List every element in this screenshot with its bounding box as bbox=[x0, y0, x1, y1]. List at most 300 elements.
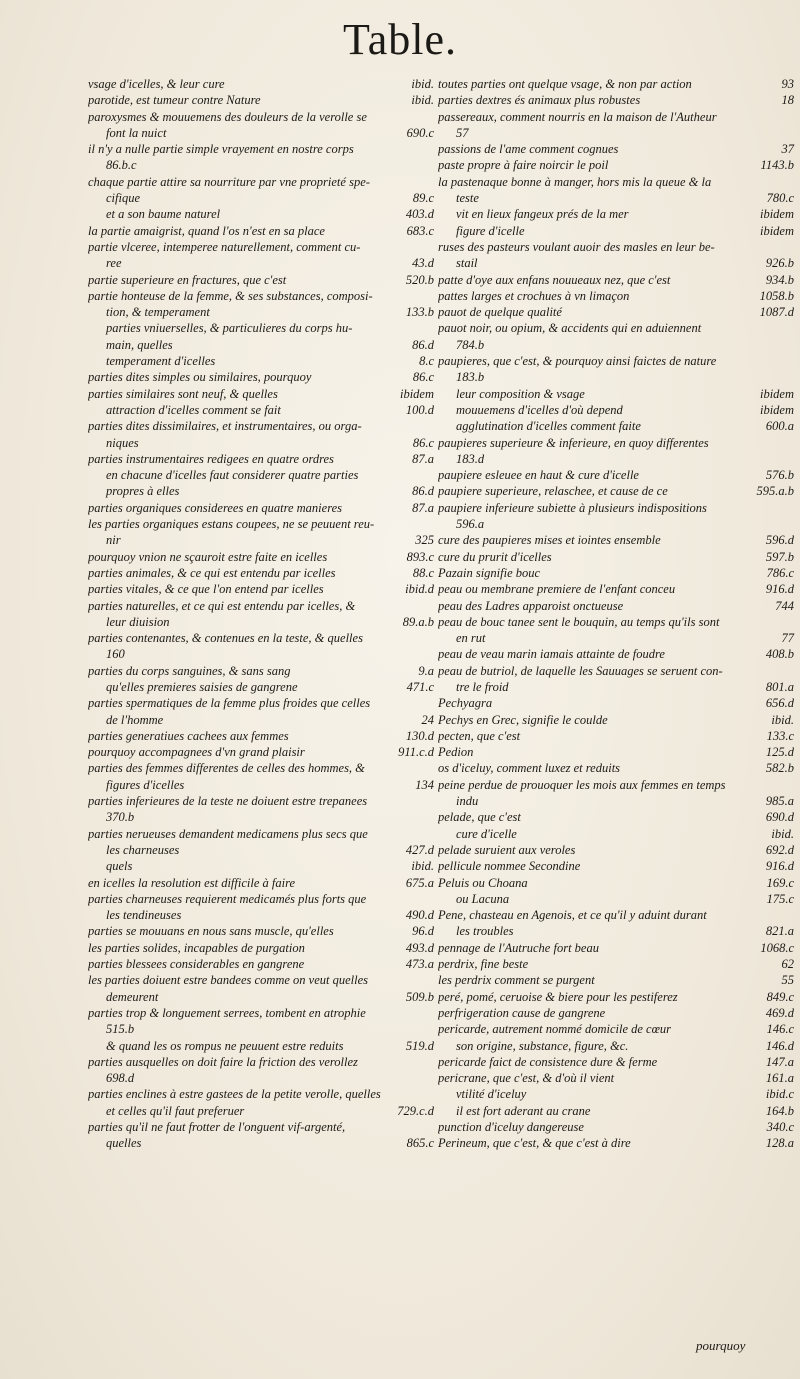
index-entry bbox=[438, 451, 794, 467]
entry-page-ref: 62 bbox=[781, 957, 794, 972]
entry-text: parties contenantes, & contenues en la teste, & quelles bbox=[88, 631, 363, 646]
entry-page-ref bbox=[788, 337, 794, 353]
index-entry bbox=[88, 467, 434, 483]
entry-text: parties se mouuans en nous sans muscle, qu'elles bbox=[88, 924, 334, 939]
entry-text: quelles bbox=[106, 1136, 142, 1151]
index-entry bbox=[438, 712, 794, 728]
index-entry bbox=[438, 190, 794, 206]
index-entry bbox=[438, 402, 794, 418]
entry-page-ref: 1068.c bbox=[760, 940, 794, 955]
index-entry bbox=[88, 125, 434, 141]
entry-text: 784.b bbox=[456, 337, 485, 352]
entry-text: main, quelles bbox=[106, 337, 173, 352]
index-entry bbox=[88, 369, 434, 385]
index-entry bbox=[438, 1005, 794, 1021]
index-entry bbox=[438, 386, 794, 402]
entry-text: partie superieure en fractures, que c'est bbox=[88, 272, 287, 287]
entry-text: paste propre à faire noircir le poil bbox=[438, 158, 609, 173]
entry-page-ref bbox=[788, 777, 794, 793]
entry-page-ref: 1143.b bbox=[760, 158, 794, 173]
index-entry bbox=[438, 679, 794, 695]
index-entry bbox=[438, 972, 794, 988]
index-entry bbox=[88, 875, 434, 891]
entry-text: parties spermatiques de la femme plus froides que celles bbox=[88, 696, 371, 711]
entry-page-ref bbox=[788, 451, 794, 467]
entry-page-ref bbox=[788, 125, 794, 141]
entry-page-ref: 408.b bbox=[765, 647, 794, 662]
index-entry bbox=[88, 1021, 434, 1037]
entry-page-ref bbox=[428, 1070, 434, 1086]
index-entry bbox=[438, 565, 794, 581]
entry-text: vtilité d'iceluy bbox=[456, 1087, 527, 1102]
entry-text: paupiere superieure, relaschee, et cause de ce bbox=[438, 484, 668, 499]
index-entry bbox=[88, 272, 434, 288]
entry-page-ref bbox=[428, 760, 434, 776]
entry-page-ref: 93 bbox=[781, 77, 794, 91]
entry-page-ref bbox=[788, 663, 794, 679]
entry-page-ref: 125.d bbox=[765, 745, 794, 760]
entry-text: pennage de l'Autruche fort beau bbox=[438, 940, 599, 955]
entry-page-ref bbox=[428, 646, 434, 662]
entry-text: parties similaires sont neuf, & quelles bbox=[88, 386, 278, 401]
entry-text: peau de veau marin iamais attainte de foudre bbox=[438, 647, 665, 662]
index-entry bbox=[88, 109, 434, 125]
index-entry bbox=[438, 223, 794, 239]
index-entry bbox=[438, 304, 794, 320]
catchword: pourquoy bbox=[696, 1338, 746, 1353]
entry-text: ree bbox=[106, 256, 122, 271]
entry-text: pourquoy vnion ne sçauroit estre faite en icelles bbox=[88, 549, 328, 564]
entry-text: Pene, chasteau en Agenois, et ce qu'il y aduint durant bbox=[438, 908, 707, 923]
entry-text: patte d'oye aux enfans nouueaux nez, que c'est bbox=[438, 272, 671, 287]
entry-page-ref: 729.c.d bbox=[397, 1103, 434, 1118]
right-column bbox=[438, 76, 794, 1152]
index-entry bbox=[88, 956, 434, 972]
entry-text: attraction d'icelles comment se fait bbox=[106, 402, 281, 417]
index-entry bbox=[88, 206, 434, 222]
entry-text: parties naturelles, et ce qui est entendu par icelles, & bbox=[88, 598, 356, 613]
index-entry bbox=[438, 157, 794, 173]
entry-text: paupiere inferieure subiette à plusieurs indispositions bbox=[438, 500, 707, 515]
entry-page-ref bbox=[428, 891, 434, 907]
index-entry bbox=[88, 1086, 434, 1102]
index-entry bbox=[438, 369, 794, 385]
index-entry bbox=[438, 581, 794, 597]
index-entry bbox=[88, 190, 434, 206]
entry-text: passereaux, comment nourris en la maison de l'Autheur bbox=[438, 109, 717, 124]
entry-page-ref: ibid. bbox=[771, 712, 794, 727]
index-entry bbox=[438, 1135, 794, 1151]
index-entry bbox=[438, 288, 794, 304]
entry-page-ref bbox=[788, 516, 794, 532]
entry-text: agglutination d'icelles comment faite bbox=[456, 419, 641, 434]
entry-text: vsage d'icelles, & leur cure bbox=[88, 77, 225, 91]
left-column bbox=[88, 76, 434, 1152]
entry-text: qu'elles premieres saisies de gangrene bbox=[106, 679, 298, 694]
entry-text: les tendineuses bbox=[106, 908, 182, 923]
entry-text: il n'y a nulle partie simple vrayement en nostre corps bbox=[88, 142, 354, 157]
index-entry bbox=[88, 826, 434, 842]
entry-text: cure des paupieres mises et iointes ensemble bbox=[438, 533, 661, 548]
entry-page-ref: 469.d bbox=[765, 1005, 794, 1020]
entry-text: nir bbox=[106, 533, 121, 548]
entry-page-ref: 595.a.b bbox=[756, 484, 794, 499]
entry-text: temperament d'icelles bbox=[106, 354, 216, 369]
entry-page-ref: 690.c bbox=[406, 125, 434, 140]
entry-page-ref: 786.c bbox=[766, 565, 794, 580]
entry-text: punction d'iceluy dangereuse bbox=[438, 1120, 584, 1134]
entry-text: peré, pomé, ceruoise & biere pour les pestiferez bbox=[438, 989, 678, 1004]
entry-page-ref: 600.a bbox=[765, 419, 794, 434]
index-entry bbox=[88, 858, 434, 874]
entry-page-ref bbox=[428, 972, 434, 988]
index-entry bbox=[88, 614, 434, 630]
entry-page-ref: 86.d bbox=[412, 484, 434, 499]
index-entry bbox=[88, 891, 434, 907]
index-entry bbox=[88, 223, 434, 239]
entry-text: demeurent bbox=[106, 989, 159, 1004]
entry-text: tre le froid bbox=[456, 679, 509, 694]
index-entry bbox=[438, 1103, 794, 1119]
entry-page-ref: 89.a.b bbox=[402, 614, 434, 629]
entry-text: figures d'icelles bbox=[106, 777, 185, 792]
entry-text: cure d'icelle bbox=[456, 826, 517, 841]
entry-page-ref bbox=[428, 809, 434, 825]
entry-page-ref: 926.b bbox=[765, 256, 794, 271]
entry-page-ref: ibid. bbox=[411, 77, 434, 91]
entry-text: pericarde faict de consistence dure & ferme bbox=[438, 1054, 658, 1069]
index-entry bbox=[438, 109, 794, 125]
entry-text: peau ou membrane premiere de l'enfant conceu bbox=[438, 582, 676, 597]
index-entry bbox=[88, 777, 434, 793]
entry-text: parties instrumentaires redigees en quatre ordres bbox=[88, 451, 334, 466]
entry-page-ref bbox=[428, 239, 434, 255]
entry-text: les parties doiuent estre bandees comme on veut quelles bbox=[88, 973, 369, 988]
entry-text: parties blessees considerables en gangrene bbox=[88, 957, 305, 972]
index-entry bbox=[88, 500, 434, 516]
entry-page-ref: 325 bbox=[415, 533, 434, 548]
index-entry bbox=[88, 288, 434, 304]
index-entry bbox=[438, 353, 794, 369]
entry-page-ref: 576.b bbox=[765, 468, 794, 483]
index-entry bbox=[438, 1021, 794, 1037]
index-entry bbox=[438, 728, 794, 744]
index-entry bbox=[438, 76, 794, 92]
entry-text: Pechys en Grec, signifie le coulde bbox=[438, 712, 608, 727]
index-entry bbox=[438, 516, 794, 532]
entry-page-ref: 916.d bbox=[765, 582, 794, 597]
entry-page-ref bbox=[428, 174, 434, 190]
entry-page-ref: 1058.b bbox=[759, 288, 794, 303]
entry-text: Pechyagra bbox=[438, 696, 493, 711]
entry-text: parties dites dissimilaires, et instrumentaires, ou orga- bbox=[88, 419, 362, 434]
index-entry bbox=[88, 793, 434, 809]
index-entry bbox=[438, 760, 794, 776]
entry-text: il est fort aderant au crane bbox=[456, 1103, 591, 1118]
entry-text: leur composition & vsage bbox=[456, 386, 585, 401]
entry-text: les charneuses bbox=[106, 842, 180, 857]
entry-text: parties trop & longuement serrees, tombent en atrophie bbox=[88, 1005, 366, 1020]
entry-text: tion, & temperament bbox=[106, 305, 210, 320]
entry-text: quels bbox=[106, 859, 133, 874]
entry-text: les troubles bbox=[456, 924, 514, 939]
entry-page-ref bbox=[428, 1086, 434, 1102]
entry-page-ref bbox=[428, 598, 434, 614]
entry-text: pericrane, que c'est, & d'où il vient bbox=[438, 1071, 615, 1086]
index-entry bbox=[88, 353, 434, 369]
entry-page-ref bbox=[428, 793, 434, 809]
entry-page-ref bbox=[428, 157, 434, 173]
entry-text: son origine, substance, figure, &c. bbox=[456, 1038, 629, 1053]
entry-page-ref: 493.d bbox=[405, 940, 434, 955]
entry-text: 160 bbox=[106, 647, 125, 662]
entry-text: propres à elles bbox=[106, 484, 180, 499]
index-entry bbox=[438, 695, 794, 711]
entry-text: en chacune d'icelles faut considerer quatre parties bbox=[106, 468, 359, 483]
entry-page-ref: 865.c bbox=[406, 1136, 434, 1151]
index-entry bbox=[88, 565, 434, 581]
index-entry bbox=[88, 581, 434, 597]
index-entry bbox=[88, 989, 434, 1005]
index-entry bbox=[88, 532, 434, 548]
entry-page-ref: 37 bbox=[781, 142, 794, 157]
entry-page-ref: 77 bbox=[781, 631, 794, 646]
entry-text: peau de butriol, de laquelle les Sauuages se seruent con- bbox=[438, 663, 723, 678]
entry-text: niques bbox=[106, 435, 139, 450]
index-entry bbox=[438, 239, 794, 255]
index-entry bbox=[438, 875, 794, 891]
entry-page-ref: 692.d bbox=[765, 842, 794, 857]
entry-text: pattes larges et crochues à vn limaçon bbox=[438, 288, 630, 303]
index-entry bbox=[88, 1038, 434, 1054]
entry-text: en icelles la resolution est difficile à faire bbox=[88, 875, 296, 890]
entry-page-ref bbox=[788, 109, 794, 125]
index-entry bbox=[438, 418, 794, 434]
entry-text: & quand les os rompus ne peuuent estre reduits bbox=[106, 1038, 344, 1053]
entry-page-ref: 55 bbox=[781, 973, 794, 988]
entry-text: ruses des pasteurs voulant auoir des masles en leur be- bbox=[438, 239, 715, 254]
entry-text: 698.d bbox=[106, 1071, 135, 1086]
index-entry bbox=[88, 435, 434, 451]
index-entry bbox=[88, 972, 434, 988]
entry-page-ref bbox=[428, 826, 434, 842]
entry-page-ref: 100.d bbox=[405, 402, 434, 417]
index-entry bbox=[88, 141, 434, 157]
entry-text: 183.b bbox=[456, 370, 485, 385]
entry-text: 57 bbox=[456, 125, 469, 140]
entry-text: parties animales, & ce qui est entendu par icelles bbox=[88, 565, 336, 580]
index-entry bbox=[438, 923, 794, 939]
entry-text: parties inferieures de la teste ne doiuent estre trepanees bbox=[88, 794, 368, 809]
index-entry bbox=[88, 174, 434, 190]
index-entry bbox=[88, 483, 434, 499]
index-entry bbox=[438, 435, 794, 451]
entry-text: parties organiques considerees en quatre manieres bbox=[88, 500, 343, 515]
index-entry bbox=[88, 239, 434, 255]
entry-text: ou Lacuna bbox=[456, 891, 510, 906]
entry-text: perfrigeration cause de gangrene bbox=[438, 1005, 606, 1020]
entry-text: os d'iceluy, comment luxez et reduits bbox=[438, 761, 621, 776]
entry-text: partie honteuse de la femme, & ses substances, composi- bbox=[88, 288, 373, 303]
entry-page-ref: 1087.d bbox=[759, 305, 794, 320]
index-entry bbox=[438, 989, 794, 1005]
entry-text: pecten, que c'est bbox=[438, 728, 521, 743]
entry-page-ref: 87.a bbox=[412, 451, 434, 466]
entry-page-ref bbox=[428, 1054, 434, 1070]
entry-page-ref: 86.c bbox=[412, 435, 434, 450]
entry-page-ref: 509.b bbox=[405, 989, 434, 1004]
index-entry bbox=[438, 1054, 794, 1070]
index-entry bbox=[438, 483, 794, 499]
entry-text: vit en lieux fangeux prés de la mer bbox=[456, 207, 629, 222]
entry-page-ref: ibidem bbox=[759, 223, 794, 238]
entry-page-ref: 490.d bbox=[405, 908, 434, 923]
index-entry bbox=[438, 141, 794, 157]
entry-page-ref: ibid.d bbox=[405, 582, 434, 597]
entry-page-ref: 18 bbox=[781, 93, 794, 108]
entry-text: parties qu'il ne faut frotter de l'onguent vif-argenté, bbox=[88, 1120, 346, 1134]
entry-page-ref: ibid. bbox=[411, 93, 434, 108]
entry-page-ref: 849.c bbox=[766, 989, 794, 1004]
entry-page-ref: 161.a bbox=[765, 1071, 794, 1086]
entry-page-ref bbox=[428, 288, 434, 304]
entry-text: parties du corps sanguines, & sans sang bbox=[88, 663, 291, 678]
index-entry bbox=[438, 842, 794, 858]
index-entry bbox=[88, 728, 434, 744]
entry-text: pericarde, autrement nommé domicile de cœur bbox=[438, 1022, 672, 1037]
entry-page-ref: 43.d bbox=[412, 256, 434, 271]
entry-text: peine perdue de prouoquer les mois aux femmes en temps bbox=[438, 777, 726, 792]
entry-text: parties vniuerselles, & particulieres du corps hu- bbox=[106, 321, 353, 336]
entry-page-ref: 9.a bbox=[418, 663, 434, 678]
entry-page-ref: 130.d bbox=[405, 728, 434, 743]
entry-page-ref: ibidem bbox=[759, 207, 794, 222]
index-entry bbox=[88, 712, 434, 728]
index-entry bbox=[88, 402, 434, 418]
index-entry bbox=[88, 516, 434, 532]
entry-page-ref bbox=[428, 1021, 434, 1037]
entry-page-ref: 801.a bbox=[765, 679, 794, 694]
index-entry bbox=[88, 1005, 434, 1021]
entry-text: stail bbox=[456, 256, 478, 271]
index-entry bbox=[88, 695, 434, 711]
entry-text: cifique bbox=[106, 191, 141, 206]
index-entry bbox=[88, 92, 434, 108]
entry-page-ref bbox=[428, 109, 434, 125]
entry-page-ref bbox=[788, 174, 794, 190]
index-entry bbox=[438, 255, 794, 271]
index-entry bbox=[438, 793, 794, 809]
entry-text: pelade suruient aux veroles bbox=[438, 842, 576, 857]
entry-text: figure d'icelle bbox=[456, 223, 525, 238]
entry-page-ref: 916.d bbox=[765, 859, 794, 874]
entry-page-ref: 893.c bbox=[406, 549, 434, 564]
entry-text: 183.d bbox=[456, 451, 485, 466]
index-entry bbox=[438, 337, 794, 353]
entry-page-ref: 471.c bbox=[406, 679, 434, 694]
entry-page-ref bbox=[428, 141, 434, 157]
index-entry bbox=[438, 858, 794, 874]
entry-page-ref: 96.d bbox=[412, 924, 434, 939]
index-entry bbox=[88, 1103, 434, 1119]
index-entry bbox=[88, 809, 434, 825]
index-entry bbox=[88, 923, 434, 939]
index-entry bbox=[438, 891, 794, 907]
entry-page-ref bbox=[428, 320, 434, 336]
index-entry bbox=[438, 598, 794, 614]
entry-page-ref bbox=[428, 516, 434, 532]
index-entry bbox=[88, 679, 434, 695]
entry-page-ref: 821.a bbox=[765, 924, 794, 939]
index-entry bbox=[438, 744, 794, 760]
entry-page-ref: 147.a bbox=[765, 1054, 794, 1069]
entry-page-ref: 8.c bbox=[419, 354, 434, 369]
entry-page-ref: 88.c bbox=[412, 565, 434, 580]
entry-text: parties generatiues cachees aux femmes bbox=[88, 728, 289, 743]
entry-page-ref: 582.b bbox=[765, 761, 794, 776]
entry-text: mouuemens d'icelles d'où depend bbox=[456, 402, 623, 417]
entry-text: parties charneuses requierent medicamés plus forts que bbox=[88, 891, 367, 906]
entry-page-ref: 87.a bbox=[412, 500, 434, 515]
entry-text: teste bbox=[456, 191, 479, 206]
entry-text: parties vitales, & ce que l'on entend par icelles bbox=[88, 582, 324, 597]
index-entry bbox=[88, 630, 434, 646]
entry-text: en rut bbox=[456, 631, 486, 646]
index-entry bbox=[88, 598, 434, 614]
entry-text: font la nuict bbox=[106, 125, 167, 140]
index-entry bbox=[438, 777, 794, 793]
entry-text: parties dextres és animaux plus robustes bbox=[438, 93, 641, 108]
entry-text: pauot de quelque qualité bbox=[438, 305, 562, 320]
index-entry bbox=[88, 320, 434, 336]
index-entry bbox=[88, 663, 434, 679]
entry-page-ref: ibidem bbox=[759, 386, 794, 401]
index-entry bbox=[438, 549, 794, 565]
index-entry bbox=[438, 1038, 794, 1054]
index-entry bbox=[438, 630, 794, 646]
index-entry bbox=[438, 467, 794, 483]
entry-page-ref: ibidem bbox=[399, 386, 434, 401]
entry-text: toutes parties ont quelque vsage, & non par action bbox=[438, 77, 692, 91]
entry-page-ref: 403.d bbox=[405, 207, 434, 222]
entry-page-ref bbox=[428, 695, 434, 711]
entry-text: parties nerueuses demandent medicamens plus secs que bbox=[88, 826, 368, 841]
index-entry bbox=[88, 842, 434, 858]
entry-page-ref: 597.b bbox=[765, 549, 794, 564]
entry-text: et celles qu'il faut preferuer bbox=[106, 1103, 245, 1118]
entry-page-ref bbox=[788, 435, 794, 451]
entry-page-ref: 780.c bbox=[766, 191, 794, 206]
entry-page-ref: 146.c bbox=[766, 1022, 794, 1037]
entry-text: pelade, que c'est bbox=[438, 810, 521, 825]
index-entry bbox=[88, 76, 434, 92]
entry-text: paupiere esleuee en haut & cure d'icelle bbox=[438, 468, 639, 483]
entry-text: pauot noir, ou opium, & accidents qui en aduiennent bbox=[438, 321, 702, 336]
entry-text: les parties organiques estans coupees, ne se peuuent reu- bbox=[88, 517, 375, 532]
entry-page-ref: 128.a bbox=[765, 1136, 794, 1151]
entry-text: leur diuision bbox=[106, 614, 170, 629]
entry-text: les parties solides, incapables de purgation bbox=[88, 940, 305, 955]
index-entry bbox=[438, 663, 794, 679]
index-entry bbox=[438, 532, 794, 548]
index-entry bbox=[88, 1135, 434, 1151]
entry-page-ref bbox=[428, 630, 434, 646]
index-entry bbox=[88, 418, 434, 434]
entry-page-ref: 175.c bbox=[766, 891, 794, 906]
index-entry bbox=[88, 386, 434, 402]
entry-page-ref bbox=[788, 500, 794, 516]
index-entry bbox=[438, 320, 794, 336]
